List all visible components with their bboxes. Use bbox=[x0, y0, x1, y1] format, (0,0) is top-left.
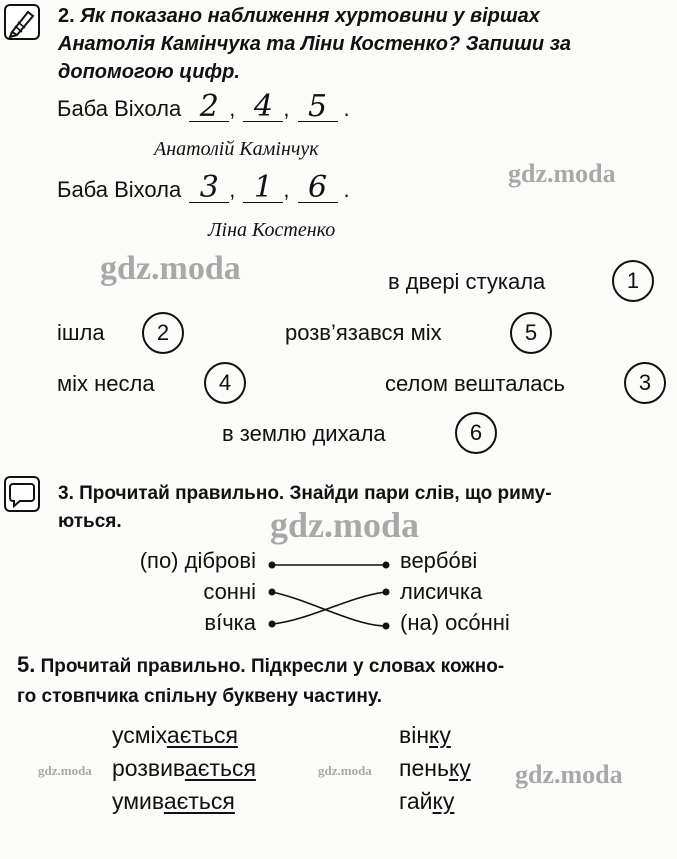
task5-text-line1: Прочитай правильно. Підкресли у словах кожно- bbox=[40, 656, 505, 677]
comma: , bbox=[229, 96, 236, 121]
word-col1-1 bbox=[112, 722, 238, 749]
answer-line2-label: Баба Віхола bbox=[57, 177, 182, 202]
number-circle[interactable]: 2 bbox=[142, 312, 184, 354]
connector-dot bbox=[269, 621, 276, 628]
task3-number: 3. bbox=[58, 483, 74, 504]
word-col1-3 bbox=[112, 788, 235, 815]
word-stem: він bbox=[399, 722, 430, 748]
word-stem: розвив bbox=[112, 755, 185, 781]
word-stem: умив bbox=[112, 788, 164, 814]
connector-dot bbox=[383, 589, 390, 596]
task2-answer-line1 bbox=[57, 89, 350, 124]
answer-line1-label: Баба Віхола bbox=[57, 96, 182, 121]
pencil-icon bbox=[6, 6, 38, 38]
rhyme-right-1: вербóві bbox=[400, 548, 478, 573]
pencil-task-icon bbox=[4, 4, 40, 40]
comma: , bbox=[229, 177, 236, 202]
answer-1-3[interactable]: 5 bbox=[298, 93, 338, 122]
task2-text-line1: Як показано наближення хуртовини у віршах bbox=[80, 5, 540, 27]
answer-1-1[interactable]: 2 bbox=[189, 93, 229, 122]
connector-dot bbox=[269, 562, 276, 569]
task5-number: 5. bbox=[17, 652, 36, 677]
word-stem: усміх bbox=[112, 722, 167, 748]
watermark: gdz.moda bbox=[100, 250, 241, 287]
word-col1-2 bbox=[112, 755, 256, 782]
watermark: gdz.moda bbox=[318, 763, 372, 778]
task2-question bbox=[58, 2, 668, 86]
task2-text-line3: допомогою цифр. bbox=[58, 61, 240, 83]
comma: , bbox=[283, 96, 290, 121]
task5-question bbox=[17, 650, 672, 712]
word-stem: гай bbox=[399, 788, 433, 814]
author-kaminchuk: Анатолій Камінчук bbox=[154, 138, 319, 160]
phrase-item: селом вешталась bbox=[385, 371, 565, 396]
rhyme-right-2: лисичка bbox=[400, 579, 483, 604]
task2-answer-line2 bbox=[57, 170, 350, 205]
phrase-item: міх несла bbox=[57, 371, 155, 396]
connector-dot bbox=[269, 589, 276, 596]
word-col2-3 bbox=[399, 788, 454, 815]
phrase-item: розв’язався міх bbox=[285, 320, 442, 345]
rhyme-connections bbox=[260, 548, 400, 638]
connector-dot bbox=[383, 562, 390, 569]
watermark: gdz.moda bbox=[38, 763, 92, 778]
word-col2-1 bbox=[399, 722, 451, 749]
speech-bubble-icon bbox=[6, 478, 38, 510]
answer-2-3[interactable]: 6 bbox=[298, 174, 338, 203]
speech-task-icon bbox=[4, 476, 40, 512]
number-circle[interactable]: 6 bbox=[455, 412, 497, 454]
rhyme-left-3: вíчка bbox=[204, 610, 256, 635]
word-common-part: ку bbox=[432, 788, 455, 814]
number-circle[interactable]: 1 bbox=[612, 260, 654, 302]
watermark: gdz.moda bbox=[508, 159, 616, 188]
number-circle[interactable]: 4 bbox=[204, 362, 246, 404]
rhyme-left-1: (по) діброві bbox=[139, 548, 256, 573]
answer-1-2[interactable]: 4 bbox=[243, 93, 283, 122]
word-common-part: ається bbox=[166, 722, 238, 748]
word-common-part: ку bbox=[429, 722, 451, 748]
number-circle[interactable]: 3 bbox=[624, 362, 666, 404]
phrase-item: в землю дихала bbox=[222, 421, 386, 446]
task3-text-line2: ються. bbox=[58, 511, 122, 532]
word-col2-2 bbox=[399, 755, 471, 782]
number-circle[interactable]: 5 bbox=[510, 312, 552, 354]
task3-text-line1: Прочитай правильно. Знайди пари слів, що риму- bbox=[79, 483, 552, 504]
rhyme-left-2: сонні bbox=[203, 579, 256, 604]
phrase-item: ішла bbox=[57, 320, 105, 345]
watermark: gdz.moda bbox=[515, 760, 623, 789]
task2-text-line2: Анатолія Камінчука та Ліни Костенко? Запиши за bbox=[58, 33, 572, 55]
word-stem: пень bbox=[399, 755, 449, 781]
watermark: gdz.moda bbox=[270, 505, 420, 545]
answer-2-2[interactable]: 1 bbox=[243, 174, 283, 203]
dot: . bbox=[343, 177, 350, 202]
task2-number: 2. bbox=[58, 5, 75, 27]
answer-2-1[interactable]: 3 bbox=[189, 174, 229, 203]
phrase-item: в двері стукала bbox=[388, 269, 546, 294]
author-kostenko: Ліна Костенко bbox=[208, 219, 336, 241]
connector-dot bbox=[383, 623, 390, 630]
word-common-part: ається bbox=[184, 755, 256, 781]
task3-question bbox=[58, 480, 673, 536]
comma: , bbox=[283, 177, 290, 202]
dot: . bbox=[343, 96, 350, 121]
rhyme-right-3: (на) осóнні bbox=[400, 610, 510, 635]
task5-text-line2: го стовпчика спільну буквену частину. bbox=[17, 686, 383, 707]
word-common-part: ається bbox=[163, 788, 235, 814]
word-common-part: ку bbox=[448, 755, 471, 781]
